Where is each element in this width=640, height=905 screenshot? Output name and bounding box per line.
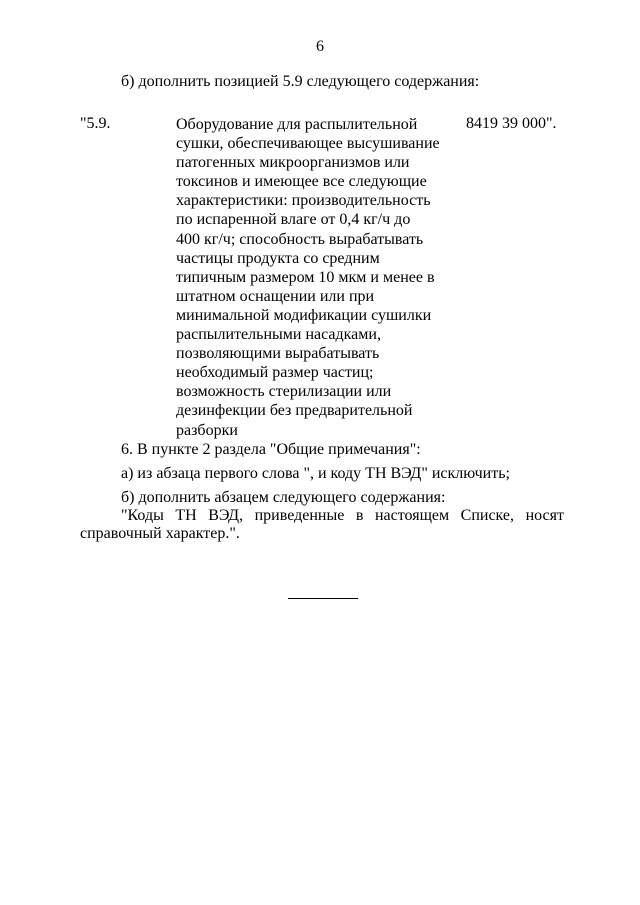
description-line: частицы продукта со средним: [176, 249, 380, 267]
description-line: характеристики: производительность: [176, 192, 431, 210]
quote-line-2: справочный характер.".: [80, 525, 240, 542]
description-line: по испаренной влаге от 0,4 кг/ч до: [176, 211, 411, 229]
description-line: возможность стерилизации или: [176, 383, 392, 401]
description-line: штатном оснащении или при: [176, 287, 375, 305]
description-line: позволяющими вырабатывать: [176, 345, 380, 363]
item-description: [176, 115, 440, 440]
description-line: дезинфекции без предварительной: [176, 402, 413, 420]
description-line: Оборудование для распылительной: [176, 116, 418, 133]
description-line: необходимый размер частиц;: [176, 364, 374, 382]
section-6-item-b: б) дополнить абзацем следующего содержания:: [121, 489, 446, 506]
item-code: 8419 39 000".: [466, 115, 557, 132]
section-6-heading: 6. В пункте 2 раздела "Общие примечания":: [121, 441, 421, 458]
description-line: токсинов и имеющее все следующие: [176, 173, 427, 191]
description-line: разборки: [176, 421, 238, 439]
section-6-item-a: а) из абзаца первого слова ", и коду ТН ВЭД" исключить;: [121, 465, 510, 482]
description-line: патогенных микроорганизмов или: [176, 154, 410, 172]
description-line: сушки, обеспечивающее высушивание: [176, 135, 440, 153]
item-number: "5.9.: [80, 115, 111, 132]
description-line: типичным размером 10 мкм и менее в: [176, 268, 435, 286]
end-rule: [288, 598, 358, 599]
intro-paragraph-b: б) дополнить позицией 5.9 следующего содержания:: [121, 73, 480, 90]
page-number: 6: [316, 38, 324, 55]
quote-line-1: "Коды ТН ВЭД, приведенные в настоящем Списке, носят: [121, 507, 564, 524]
description-line: минимальной модификации сушилки: [176, 306, 432, 324]
description-line: 400 кг/ч; способность вырабатывать: [176, 230, 424, 248]
description-line: распылительными насадками,: [176, 326, 381, 344]
